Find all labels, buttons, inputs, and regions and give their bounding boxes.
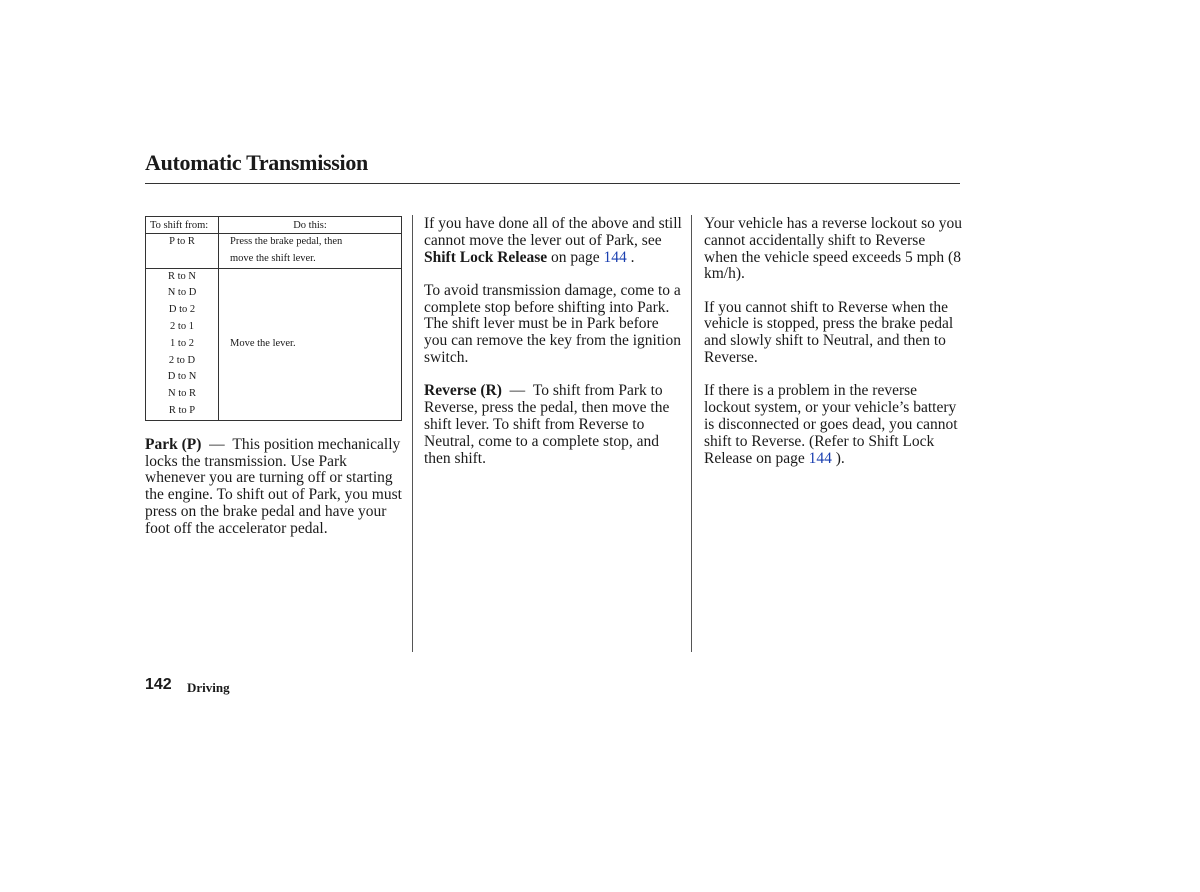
- table-row: [146, 234, 402, 269]
- page-link-144[interactable]: 144: [603, 248, 627, 266]
- table-cell-action: Press the brake pedal, then move the shift lever.: [219, 234, 402, 269]
- table-cell-action: Move the lever.: [219, 268, 402, 420]
- page-link-144-2[interactable]: 144: [808, 449, 832, 467]
- column-divider-2: [691, 215, 692, 652]
- shift-table: [145, 216, 402, 421]
- park-text: This position mechanically locks the transmission. Use Park whenever you are turning off or starting the engine. To shift out of Park, you must press on the brake pedal and have your foot off the accelerator pedal.: [145, 435, 402, 537]
- column-1: [145, 216, 403, 554]
- reverse-heading: Reverse (R): [424, 382, 502, 400]
- column-divider-1: [412, 215, 413, 652]
- table-header-action: Do this:: [219, 217, 402, 234]
- problem-paragraph: If there is a problem in the reverse lockout system, or your vehicle’s battery is disconnected or goes dead, you cannot shift to Reverse. (Refer to Shift Lock Release on page 144 ).: [704, 382, 958, 467]
- damage-paragraph: To avoid transmission damage, come to a complete stop before shifting into Park. The shift lever must be in Park before you can remove the key from the ignition switch.: [424, 281, 681, 367]
- reverse-paragraph: [424, 383, 682, 467]
- table-cell-from: P to R: [146, 234, 219, 269]
- park-paragraph: [145, 437, 403, 538]
- lockout-paragraph: Your vehicle has a reverse lockout so you cannot accidentally shift to Reverse when the vehicle speed exceeds 5 mph (8 km/h).: [704, 215, 962, 283]
- page-number: 142: [145, 676, 172, 693]
- reverse-dash: —: [509, 382, 526, 400]
- column-2: [424, 216, 682, 484]
- table-cell-from: R to N N to D D to 2 2 to 1 1 to 2 2 to D D to N N to R R to P: [146, 268, 219, 420]
- section-name: Driving: [187, 680, 230, 695]
- page-title: Automatic Transmission: [145, 150, 368, 175]
- stopped-paragraph: If you cannot shift to Reverse when the vehicle is stopped, press the brake pedal and slowly shift to Neutral, and then to Reverse.: [704, 298, 954, 367]
- table-header-from: To shift from:: [146, 217, 219, 234]
- park-heading: Park (P): [145, 435, 202, 453]
- title-rule: [145, 183, 960, 184]
- shift-lock-release-ref: Shift Lock Release: [424, 248, 548, 266]
- reverse-text: To shift from Park to Reverse, press the pedal, then move the shift lever. To shift from Reverse to Neutral, come to a complete stop, and then shift.: [424, 382, 670, 467]
- table-row: [146, 268, 402, 420]
- shift-lock-paragraph: If you have done all of the above and still cannot move the lever out of Park, see Shift Lock Release on page 144 .: [424, 215, 682, 266]
- park-dash: —: [209, 435, 225, 453]
- column-3: [704, 216, 962, 484]
